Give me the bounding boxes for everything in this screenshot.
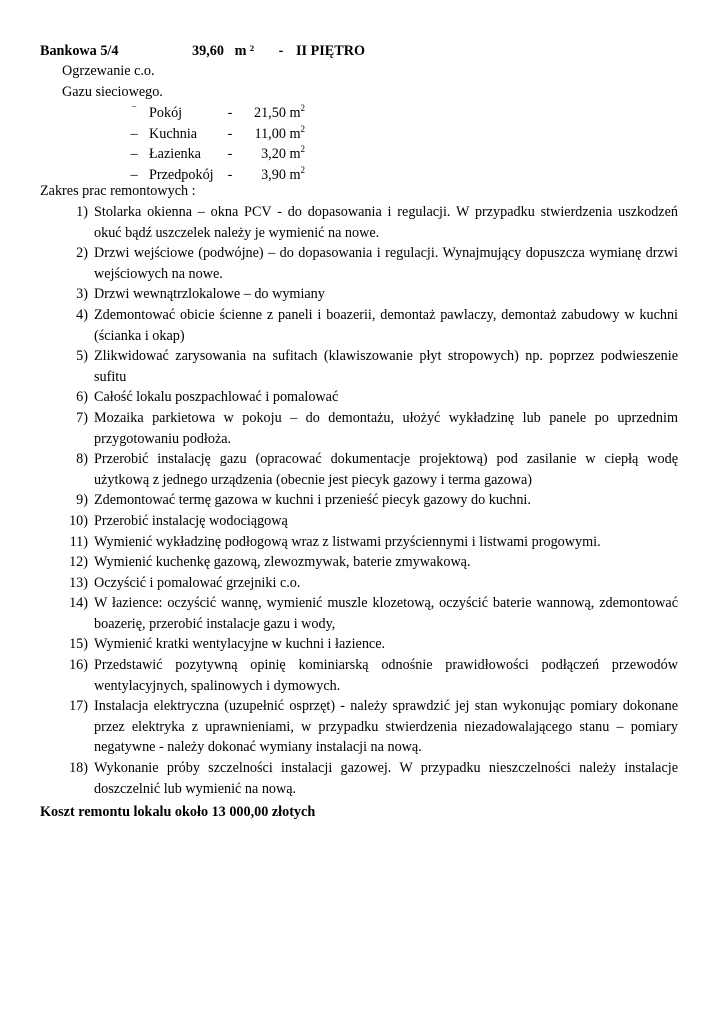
document-header [40,41,365,62]
item-number: 14) [69,595,88,612]
room-area-unit-sup: 2 [300,164,305,175]
room-area [247,124,305,145]
list-item [40,202,678,243]
room-area-value: 3,90 m [261,166,301,183]
item-number: 18) [69,760,88,777]
room-dash: – [130,146,138,163]
item-number: 17) [69,698,88,715]
item-text: Wymienić kuchenkę gazową, zlewozmywak, baterie zmywakową. [94,554,471,571]
header-floor: II PIĘTRO [296,43,365,59]
cost-summary: Koszt remontu lokalu około 13 000,00 złotych [40,804,316,820]
item-text: W łazience: oczyścić wannę, wymienić muszle klozetową, oczyścić baterie wannową, zdemontować boazerię, przerobić instalacje gazu i wody, [94,595,678,632]
room-dash: – [131,101,137,111]
list-item [40,655,678,696]
item-text: Zlikwidować zarysowania na sufitach (klawiszowanie płyt stropowych) np. poprzez podwieszenie sufitu [94,348,678,385]
item-number: 4) [76,306,88,323]
item-text: Mozaika parkietowa w pokoju – do demontażu, ułożyć wykładzinę lub panele po uprzednim przygotowaniu podłoża. [94,409,678,447]
list-item [40,573,678,594]
item-number: 5) [76,348,88,365]
item-number: 11) [69,533,88,550]
list-item [40,511,678,532]
list-item [40,305,678,346]
room-area [247,144,305,165]
room-area-value: 21,50 m [253,105,301,121]
list-item [40,243,678,284]
item-number: 15) [69,636,88,653]
room-separator: - [227,146,233,163]
item-text: Drzwi wejściowe (podwójne) – do dopasowania i regulacji. Wynajmujący dopuszcza wymianę drzwi wejściowych na nowe. [94,245,678,282]
list-item [40,284,678,305]
item-number: 7) [76,409,88,426]
item-text: Oczyścić i pomalować grzejniki c.o. [94,574,301,591]
item-number: 9) [76,492,88,509]
list-item [40,696,678,758]
scope-title: Zakres prac remontowych : [40,183,196,199]
intro-gas: Gazu sieciowego. [62,84,163,100]
item-number: 2) [76,245,88,262]
room-area [247,165,305,186]
room-area-value: 3,20 m [261,146,301,163]
room-name: Przedpokój [149,166,214,183]
header-separator: - [278,43,284,59]
intro-heating: Ogrzewanie c.o. [62,63,155,79]
item-number: 8) [76,451,88,468]
item-text: Instalacja elektryczna (uzupełnić osprzęt) - należy sprawdzić jej stan wykonując pomiary dokonane przez elektryka z uprawnieniami, w przypadku stwierdzenia niezadowalającego stanu – pomiary negatywne - należy dokonać wymiany instalacji na nową. [94,698,678,756]
room-area-unit-sup: 2 [300,123,305,134]
list-item [40,449,678,490]
item-number: 12) [69,554,88,571]
item-number: 10) [69,512,88,529]
room-area-unit-sup: 2 [300,103,305,113]
item-text: Wykonanie próby szczelności instalacji gazowej. W przypadku nieszczelności należy instalacje doszczelnić lub wymienić na nową. [94,760,678,797]
work-items-list [40,202,678,799]
item-number: 6) [76,389,88,406]
room-name: Łazienka [149,146,201,163]
list-item [40,532,678,553]
room-name: Kuchnia [149,125,198,142]
item-number: 16) [69,657,88,674]
item-number: 13) [69,574,88,591]
item-text: Drzwi wewnątrzlokalowe – do wymiany [94,286,325,303]
list-item [40,408,678,449]
room-area [247,103,305,124]
item-text: Przedstawić pozytywną opinię kominiarską odnośnie prawidłowości podłączeń przewodów wentylacyjnych, spalinowych i dymowych. [94,657,678,694]
item-text: Przerobić instalację gazu (opracować dokumentacje projektową) pod zasilanie w ciepłą wodę użytkową z jednego urządzenia (obecnie jest piecyk gazowy i terma gazowa) [94,451,678,488]
room-dash: – [130,125,138,142]
item-text: Wymienić kratki wentylacyjne w kuchni i łazience. [94,636,386,653]
item-text: Stolarka okienna – okna PCV - do dopasowania i regulacji. W przypadku stwierdzenia uszkodzeń okuć bądź uszczelek należy je wymienić na nowe. [94,204,678,241]
list-item [40,387,678,408]
list-item [40,634,678,655]
item-number: 3) [76,286,88,303]
header-area: 39,60 m ² [192,43,255,59]
item-text: Zdemontować obicie ścienne z paneli i boazerii, demontaż pawlaczy, demontaż zabudowy w kuchni (ścianka i okap) [94,306,678,344]
item-text: Przerobić instalację wodociągową [94,512,288,529]
room-area-unit-sup: 2 [300,144,305,155]
room-area-value: 11,00 m [254,125,301,142]
item-text: Wymienić wykładzinę podłogową wraz z listwami przyściennymi i listwami progowymi. [94,533,601,550]
item-number: 1) [76,204,88,220]
room-separator: - [227,105,233,121]
list-item [40,552,678,573]
room-name: Pokój [149,105,183,121]
item-text: Zdemontować termę gazowa w kuchni i przenieść piecyk gazowy do kuchni. [94,492,531,509]
list-item [40,758,678,799]
room-separator: - [227,125,233,142]
list-item [40,490,678,511]
header-address: Bankowa 5/4 [40,43,119,59]
item-text: Całość lokalu poszpachlować i pomalować [94,389,339,406]
room-dash: – [130,166,138,183]
list-item [40,593,678,634]
room-separator: - [227,166,233,183]
list-item [40,346,678,387]
